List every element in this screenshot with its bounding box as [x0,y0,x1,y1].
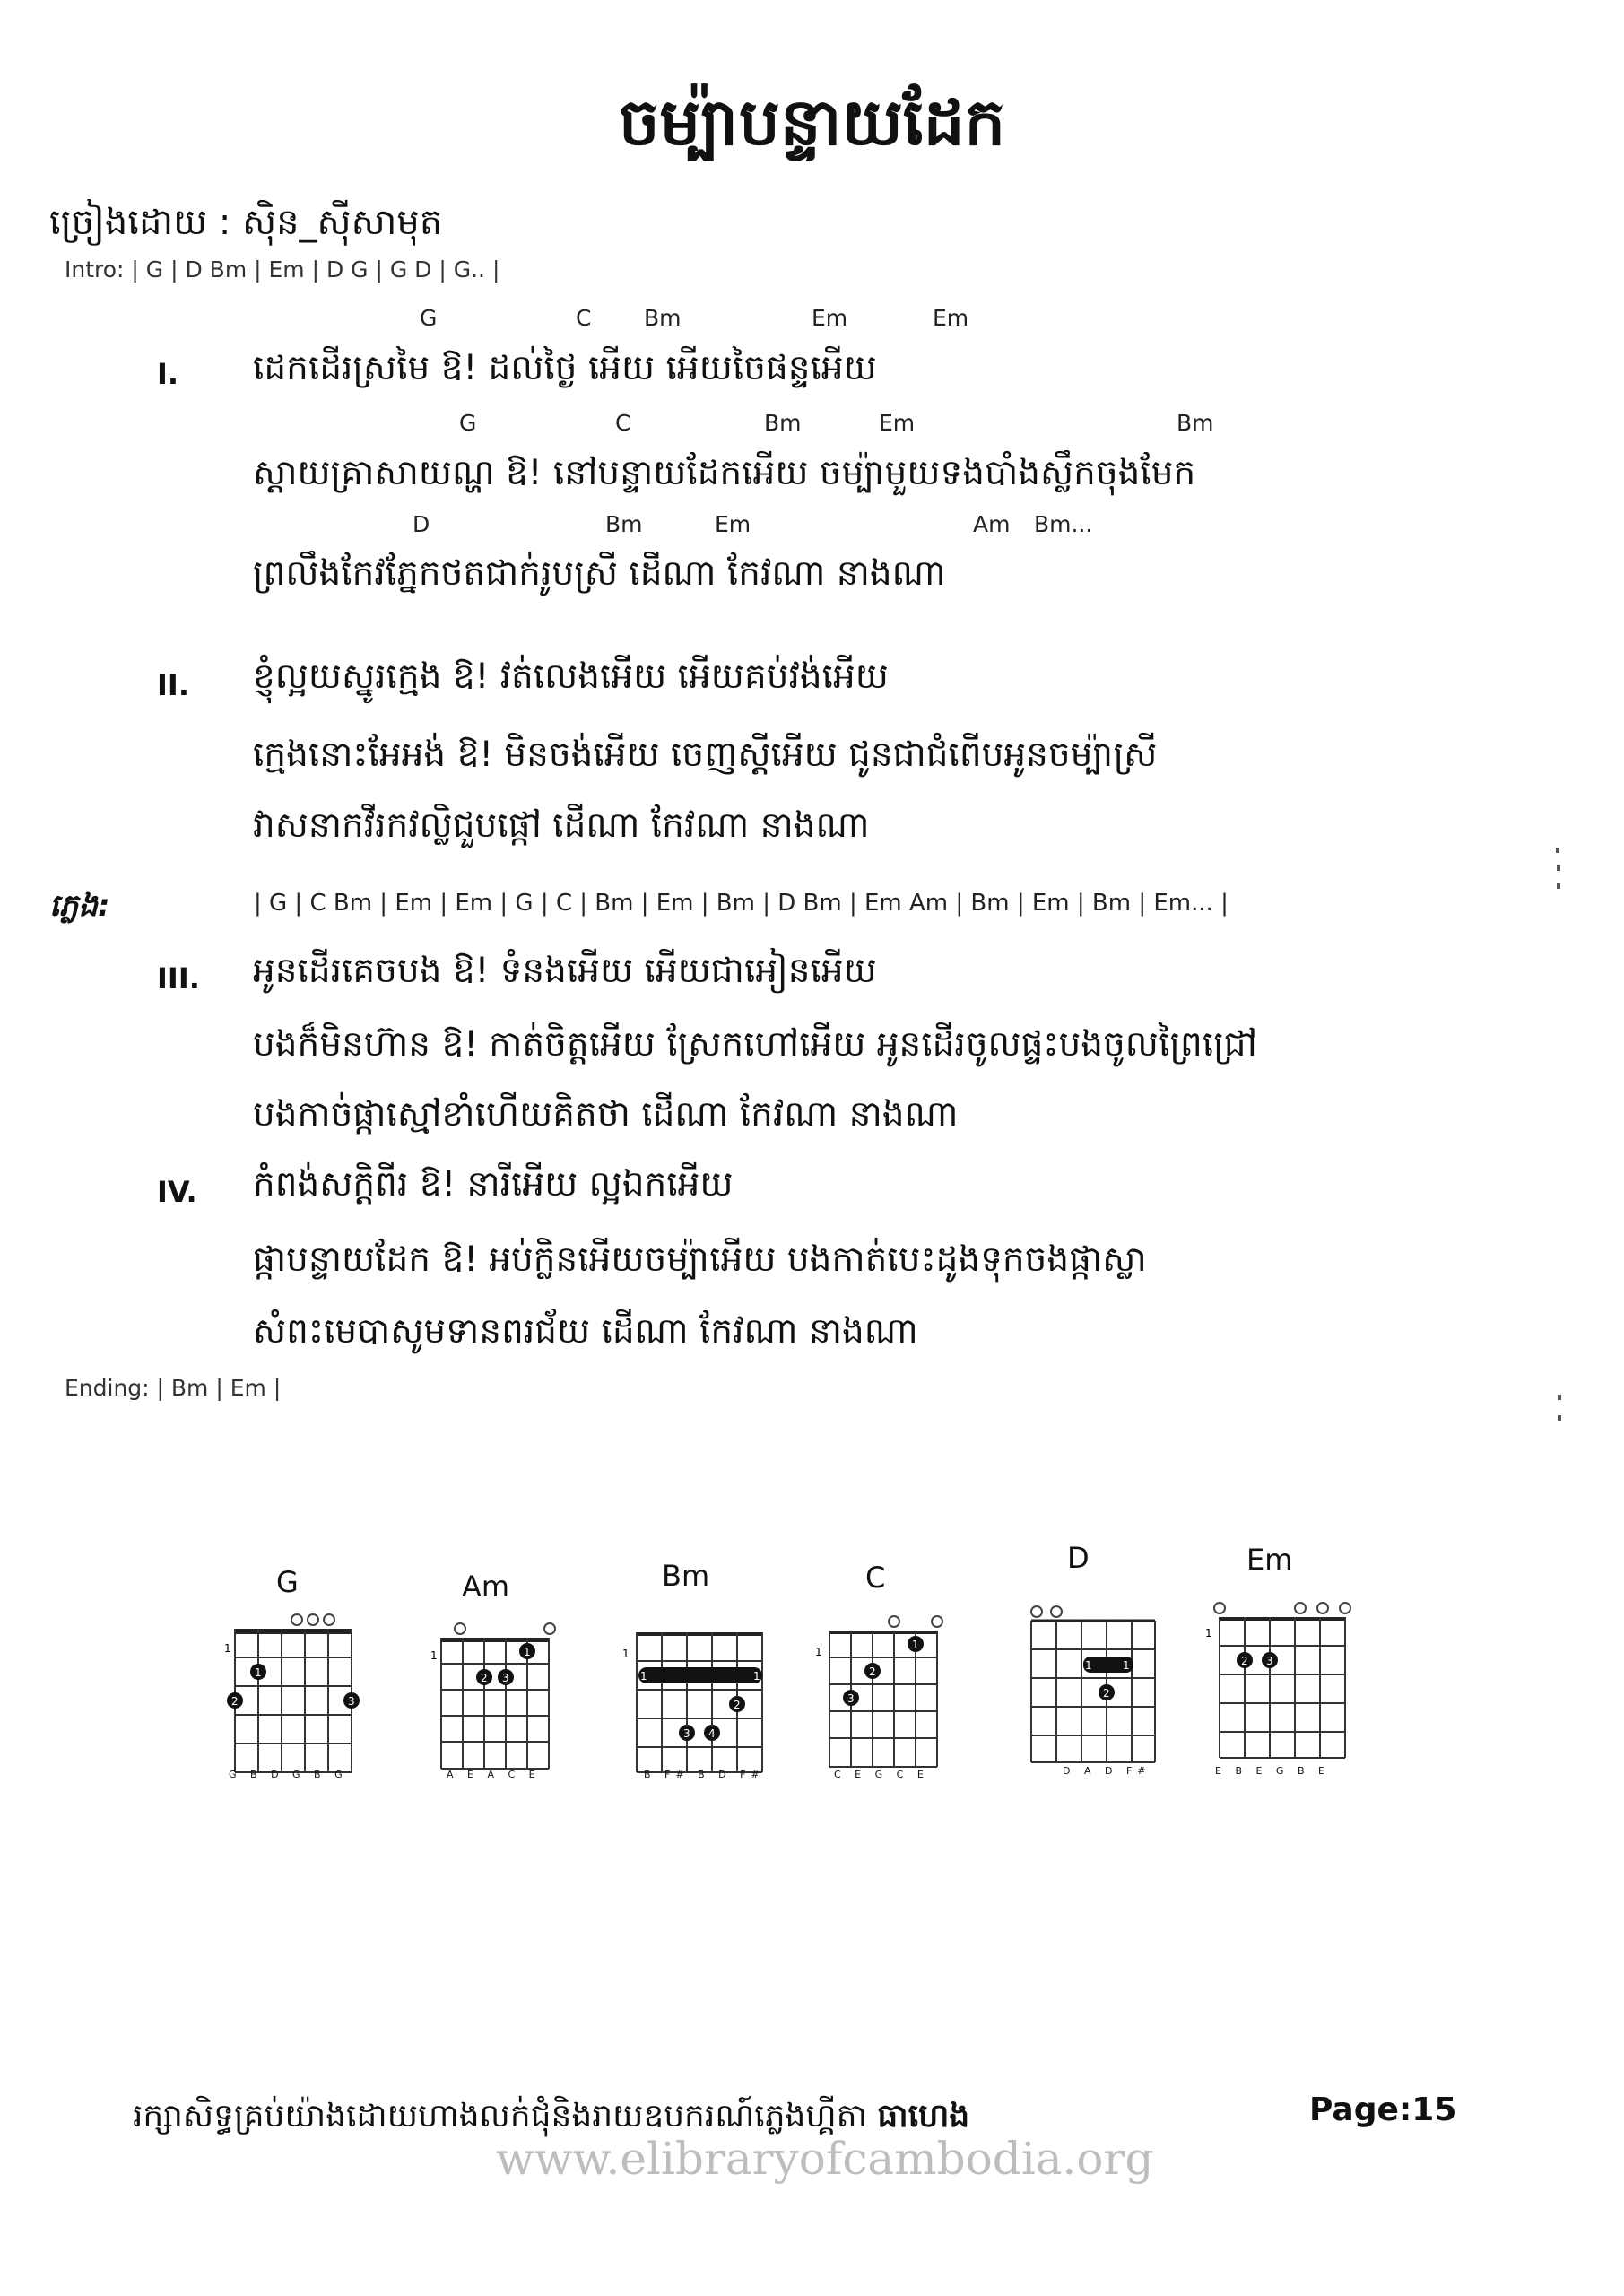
lyric-line: អូនដើរគេចបង ឱ! ទំនងអើយ អើយជាអៀនអើយ [253,951,877,991]
svg-text:3: 3 [1266,1655,1273,1667]
fretboard-grid [1012,1601,1173,1780]
chord: Em [812,305,848,331]
lyric-line: ក្មេងនោះអែអង់ ឱ! មិនចង់អើយ ចេញស្តីអើយ ជូនជាជំពើបអូនចម្ប៉ាស្រី [253,735,1158,775]
svg-text:2: 2 [869,1665,876,1678]
chord: Bm [605,511,643,537]
chord: Bm [1177,410,1214,436]
page-number: Page:15 [1309,2092,1457,2128]
svg-text:1: 1 [753,1670,760,1683]
chord-diagram-label: D [1067,1541,1090,1575]
lyric-line: បងកាច់ផ្កាស្មៅខាំហើយគិតថា ដើណា កែវណា នាងណា [253,1094,959,1135]
chord-diagram-am [429,1614,581,1794]
singer-line: ច្រៀងដោយ : ស៊ិន_ស៊ីសាមុត [49,202,443,243]
verse-number: IV. [157,1175,197,1209]
svg-text:1: 1 [430,1649,438,1662]
verse-number: III. [157,961,200,996]
chord-diagram-g [222,1613,375,1792]
chord: Am [973,511,1011,537]
lyric-line: សំពះមេបាសូមទានពរជ័យ ដើណា កែវណា នាងណា [253,1311,918,1352]
chord: Em [879,410,916,436]
svg-text:1: 1 [224,1642,231,1655]
svg-text:2: 2 [1103,1687,1110,1700]
chord: C [576,305,592,331]
chord: Bm... [1034,511,1093,537]
interlude-chords: | G | C Bm | Em | Em | G | C | Bm | Em | Bm | D Bm | Em Am | Bm | Em | Bm | Em... | [254,890,1229,917]
chord: Em [715,511,751,537]
copyright-text: រក្សាសិទ្ធគ្រប់យ៉ាងដោយហាងលក់ជុំនិងរាយឧបករណ៍ភ្លេងហ្គីតា [133,2098,867,2135]
scan-speck [1558,1415,1561,1421]
svg-text:1: 1 [1123,1659,1130,1672]
chord-diagram-em [1202,1601,1363,1780]
string-names: A E A C E [447,1769,541,1780]
svg-text:1: 1 [912,1639,919,1651]
chord-diagram-d [1012,1601,1173,1780]
svg-text:1: 1 [1205,1627,1212,1639]
svg-text:3: 3 [683,1727,690,1740]
svg-text:2: 2 [734,1699,741,1711]
svg-text:3: 3 [502,1672,509,1684]
svg-text:2: 2 [1241,1655,1248,1667]
ending-chords: Ending: | Bm | Em | [65,1375,282,1401]
svg-text:1: 1 [1085,1659,1092,1672]
svg-text:3: 3 [847,1692,855,1705]
svg-text:2: 2 [481,1672,488,1684]
lyric-line: វាសនាកវីរកវល្លិជួបផ្កៅ ដើណា កែវណា នាងណា [253,805,870,846]
lyric-line: ខ្ញុំល្អយស្នូរក្មេង ឱ! វត់លេងអើយ អើយគប់វង់អើយ [253,657,889,697]
scan-speck [1557,865,1560,871]
song-title: ចម្ប៉ាបន្ទាយដែក [618,84,1006,160]
verse-number: I. [157,357,179,391]
chord: Bm [764,410,802,436]
chord-diagram-label: Am [462,1570,510,1604]
lyric-line: បងក៏មិនហ៊ាន ឱ! កាត់ចិត្តអើយ ស្រែកហៅអើយ អូនដើរចូលផ្ទះបងចូលព្រៃជ្រៅ [253,1024,1257,1065]
svg-text:1: 1 [622,1648,630,1660]
verse-number: II. [157,668,189,702]
lyric-line: ផ្កាបន្ទាយដែក ឱ! អប់ក្លិនអើយចម្ប៉ាអើយ បងកាត់បេះដូងទុកចងផ្កាស្លា [253,1239,1147,1280]
string-names: B F# B D F# [644,1769,765,1780]
string-names: D A D F# [1063,1765,1151,1777]
svg-text:1: 1 [255,1666,262,1679]
svg-text:3: 3 [348,1695,355,1708]
fretboard-grid [222,1613,375,1792]
lyric-line: ស្តាយគ្រាសាយណ្ហ ឱ! នៅបន្ទាយដែកអើយ ចម្ប៉ាមួយទងបាំងស្លឹកចុងមែក [253,453,1196,493]
string-names: G B D G B G [229,1769,348,1780]
scan-speck [1556,848,1559,853]
chord: D [413,511,430,537]
string-names: C E G C E [834,1769,929,1780]
chord: Bm [644,305,682,331]
svg-text:1: 1 [640,1670,647,1683]
svg-text:4: 4 [708,1727,716,1740]
svg-text:1: 1 [524,1646,531,1658]
watermark: www.elibraryofcambodia.org [496,2133,1154,2185]
lyric-line: ព្រលឹងកែវភ្នែកថតជាក់រូបស្រី ដើណា កែវណា នាងណា [253,553,946,594]
shop-name: ធាហេង [877,2098,970,2135]
chord-diagram-label: G [276,1565,299,1599]
lyric-line: ដេកដើរស្រមៃ ឱ! ដល់ថ្ងៃ អើយ អើយចៃផន្ទអើយ [253,348,877,388]
chord: Em [933,305,969,331]
lyric-line: កំពង់សក្តិពីរ ឱ! នារីអើយ ល្អឯកអើយ [253,1164,734,1205]
fretboard-grid [812,1613,964,1792]
intro-chords: Intro: | G | D Bm | Em | D G | G D | G.. | [65,257,500,283]
scan-speck [1558,1395,1561,1400]
chord: C [615,410,631,436]
chord-diagram-c [812,1613,964,1792]
svg-text:2: 2 [231,1695,239,1708]
string-names: E B E G B E [1215,1765,1330,1777]
chord: G [459,410,477,436]
chord-diagram-label: C [865,1561,886,1595]
svg-text:1: 1 [815,1646,822,1658]
scan-speck [1557,883,1560,889]
chord-diagram-label: Em [1246,1543,1293,1577]
chord-diagram-label: Bm [662,1559,710,1593]
fretboard-grid [429,1614,581,1794]
interlude-label: ភ្លេង: [49,888,110,924]
fretboard-grid [1202,1601,1363,1780]
chord: G [420,305,438,331]
